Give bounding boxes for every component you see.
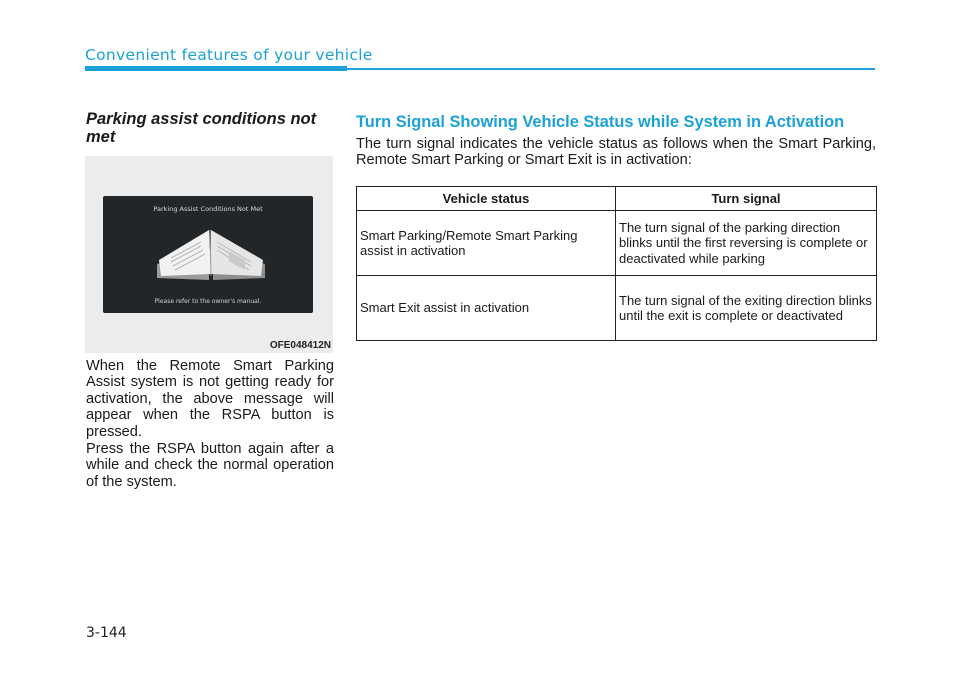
figure-code: OFE048412N	[269, 340, 331, 351]
status-table	[356, 186, 877, 341]
right-intro: The turn signal indicates the vehicle status as follows when the Smart Parking, Remote Smart Parking or Smart Exit is in activation:	[356, 136, 876, 169]
table-row	[357, 276, 877, 341]
left-column	[86, 110, 334, 146]
table-header-vehicle-status: Vehicle status	[357, 187, 616, 211]
left-paragraph-2: Press the RSPA button again after a while and check the normal operation of the system.	[86, 441, 334, 490]
section-title: Convenient features of your vehicle	[85, 46, 373, 64]
table-row	[357, 211, 877, 276]
table-cell: Smart Exit assist in activation	[357, 276, 616, 341]
header-rule-thick	[85, 66, 347, 71]
table-header-row	[357, 187, 877, 211]
table-cell: The turn signal of the exiting direction blinks until the exit is complete or deactivated	[616, 276, 877, 341]
left-heading: Parking assist conditions not met	[86, 110, 317, 146]
table-cell: The turn signal of the parking direction blinks until the first reversing is complete or deactivated while parking	[616, 211, 877, 276]
header-rule-thin	[347, 68, 875, 70]
table-header-turn-signal: Turn signal	[616, 187, 877, 211]
left-paragraph-1: When the Remote Smart Parking Assist system is not getting ready for activation, the above message will appear when the RSPA button is pressed.	[86, 358, 334, 440]
screen-message: Please refer to the owner's manual.	[154, 298, 262, 305]
right-heading: Turn Signal Showing Vehicle Status while System in Activation	[356, 113, 845, 131]
cluster-figure	[85, 156, 333, 353]
screen-title: Parking Assist Conditions Not Met	[153, 205, 263, 213]
cluster-screen	[103, 196, 313, 313]
open-book-icon	[151, 220, 271, 286]
page-number: 3-144	[86, 625, 127, 641]
table-cell: Smart Parking/Remote Smart Parking assist in activation	[357, 211, 616, 276]
